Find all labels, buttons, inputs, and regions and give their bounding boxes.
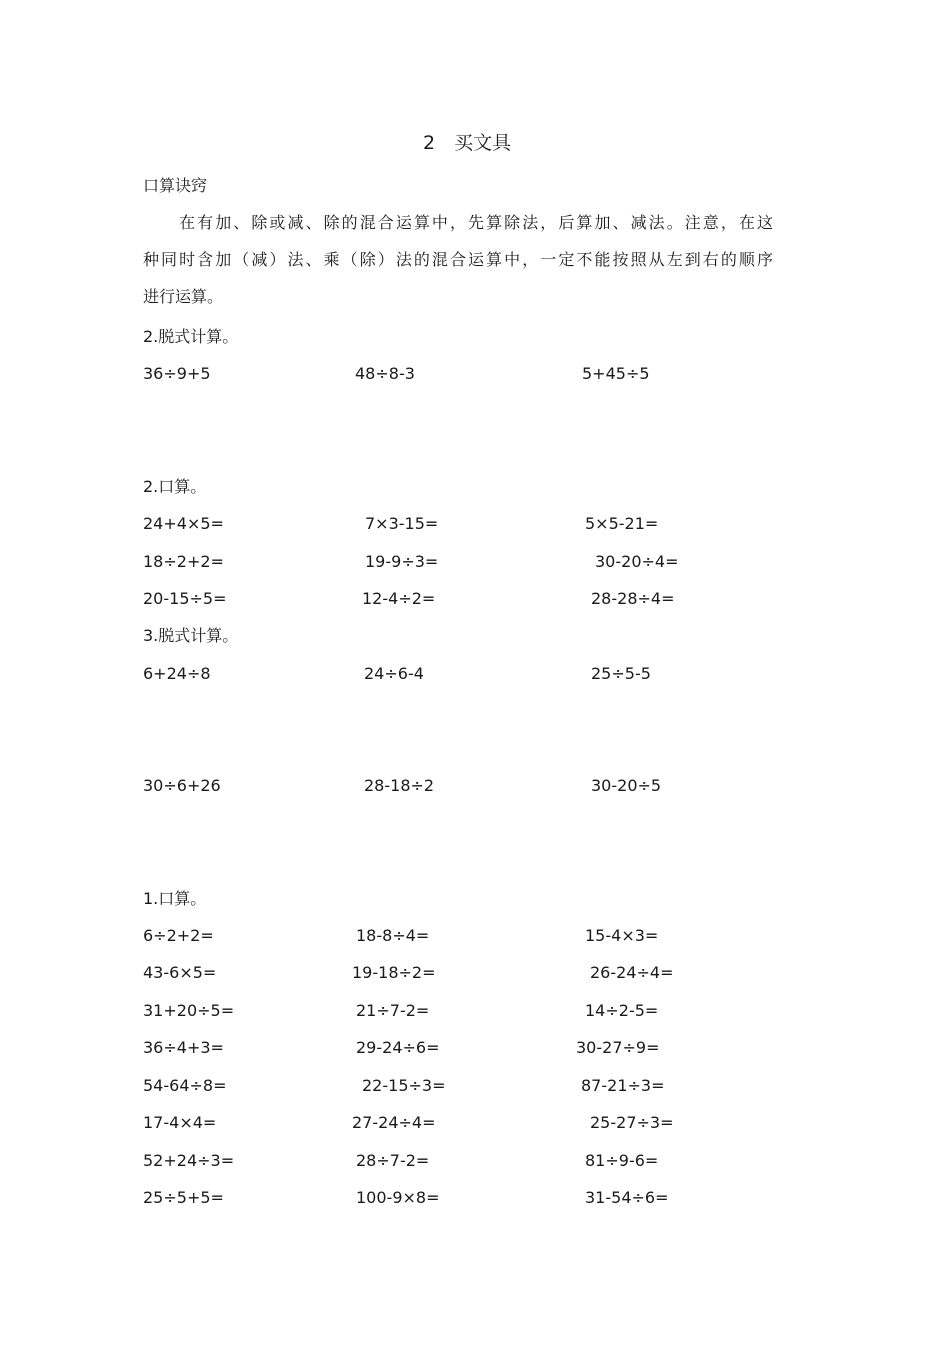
section1-heading: 2.脱式计算。 [143, 327, 239, 346]
problem: 54-64÷8= [143, 1076, 227, 1095]
problem: 48÷8-3 [355, 364, 415, 383]
problem: 43-6×5= [143, 963, 217, 982]
problem: 27-24÷4= [352, 1113, 436, 1132]
problem: 25÷5+5= [143, 1188, 224, 1207]
problem: 30-27÷9= [576, 1038, 660, 1057]
tip-paragraph [143, 204, 773, 315]
problem: 31+20÷5= [143, 1001, 235, 1020]
problem: 15-4×3= [585, 926, 659, 945]
problem: 7×3-15= [365, 514, 439, 533]
tip-line: 种同时含加（减）法、乘（除）法的混合运算中，一定不能按照从左到右的顺序 [143, 250, 773, 269]
problem: 25-27÷3= [590, 1113, 674, 1132]
problem: 24÷6-4 [364, 664, 424, 683]
problem: 18÷2+2= [143, 552, 224, 571]
problem: 6÷2+2= [143, 926, 214, 945]
problem: 5×5-21= [585, 514, 659, 533]
section4-heading: 1.口算。 [143, 889, 207, 908]
problem: 28÷7-2= [356, 1151, 430, 1170]
problem: 87-21÷3= [581, 1076, 665, 1095]
problem: 21÷7-2= [356, 1001, 430, 1020]
problem: 81÷9-6= [585, 1151, 659, 1170]
problem: 29-24÷6= [356, 1038, 440, 1057]
problem: 30-20÷4= [595, 552, 679, 571]
problem: 36÷9+5 [143, 364, 211, 383]
page-title: 2 买文具 [423, 132, 512, 154]
problem: 31-54÷6= [585, 1188, 669, 1207]
problem: 25÷5-5 [591, 664, 651, 683]
problem: 18-8÷4= [356, 926, 430, 945]
problem: 19-18÷2= [352, 963, 436, 982]
problem: 28-18÷2 [364, 776, 435, 795]
problem: 26-24÷4= [590, 963, 674, 982]
tip-line: 在有加、除或减、除的混合运算中，先算除法，后算加、减法。注意，在这 [143, 213, 773, 232]
problem: 28-28÷4= [591, 589, 675, 608]
problem: 22-15÷3= [362, 1076, 446, 1095]
problem: 100-9×8= [356, 1188, 440, 1207]
problem: 14÷2-5= [585, 1001, 659, 1020]
problem: 17-4×4= [143, 1113, 217, 1132]
problem: 24+4×5= [143, 514, 224, 533]
problem: 19-9÷3= [365, 552, 439, 571]
section2-heading: 2.口算。 [143, 477, 207, 496]
problem: 52+24÷3= [143, 1151, 235, 1170]
section3-heading: 3.脱式计算。 [143, 626, 239, 645]
problem: 36÷4+3= [143, 1038, 224, 1057]
problem: 6+24÷8 [143, 664, 211, 683]
problem: 5+45÷5 [582, 364, 650, 383]
problem: 30-20÷5 [591, 776, 662, 795]
problem: 30÷6+26 [143, 776, 221, 795]
tip-heading: 口算诀窍 [143, 176, 208, 195]
problem: 12-4÷2= [362, 589, 436, 608]
tip-line: 进行运算。 [143, 287, 224, 306]
problem: 20-15÷5= [143, 589, 227, 608]
